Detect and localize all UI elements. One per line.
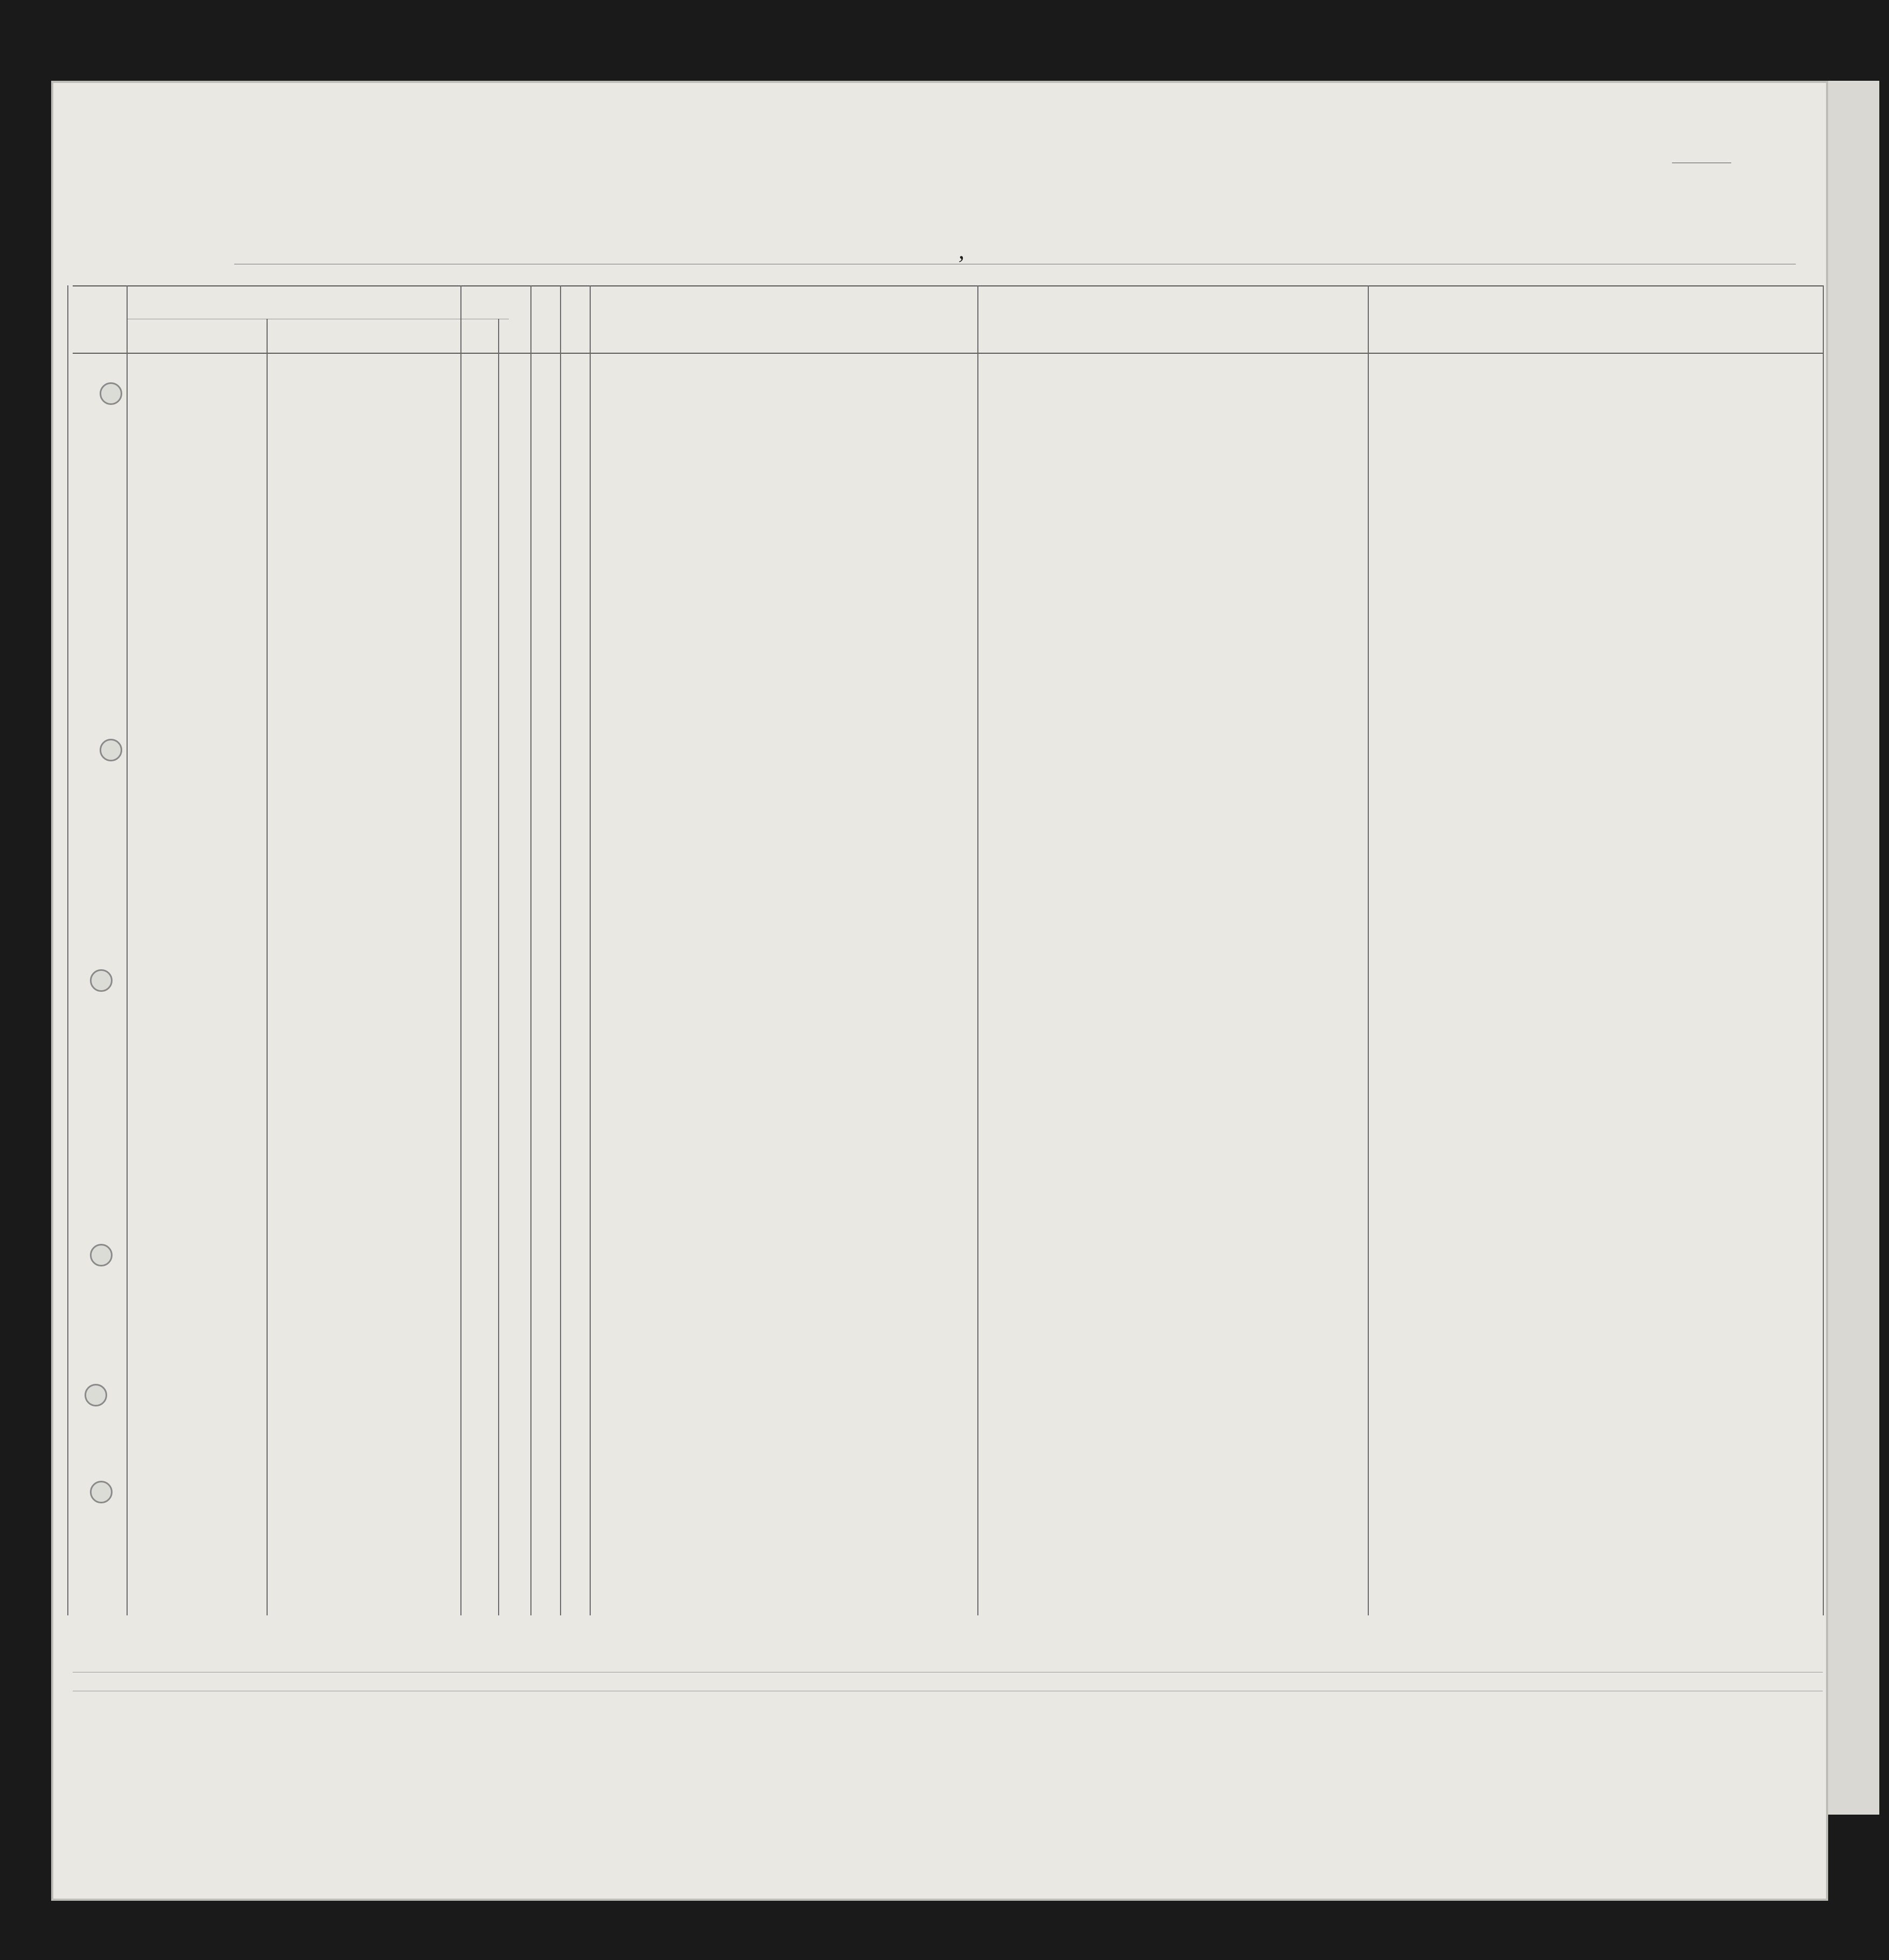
manifest-sheet bbox=[51, 81, 1828, 1901]
col-line-right bbox=[1823, 285, 1824, 1615]
ship-line bbox=[153, 237, 1823, 269]
table-top-rule bbox=[73, 285, 1823, 286]
col-line-left bbox=[67, 285, 68, 1615]
table-body bbox=[73, 353, 1823, 1615]
passenger-table bbox=[73, 285, 1823, 1615]
important-notice bbox=[116, 1798, 1828, 1802]
comma-sep: , bbox=[959, 237, 964, 264]
